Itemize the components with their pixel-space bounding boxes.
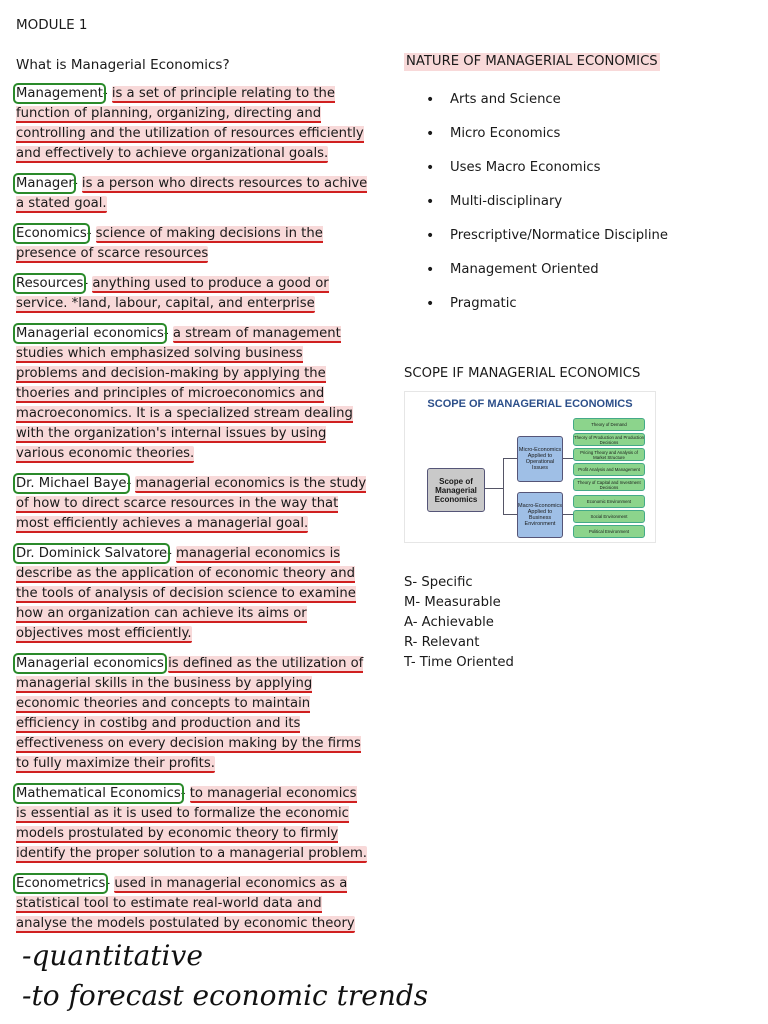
right-column [404, 50, 764, 673]
definition-text: managerial economics is describe as the application of economic theory and the tools of analysis of decision science to examine how an organization can achieve its aims or objectives most efficiently. [16, 546, 356, 641]
definition-separator: - [83, 276, 93, 291]
diagram-micro-item: Theory of Capital and Investment Decisions [573, 478, 645, 491]
definition-term: Dr. Dominick Salvatore [16, 546, 168, 561]
definition-separator: - [163, 326, 173, 341]
definition-text: to managerial economics is essential as it is used to formalize the economic models prostulated by economic theory to firmly identify the proper solution to a managerial problem. [16, 786, 368, 861]
diagram-macro-item: Economic Environment [573, 495, 645, 508]
definition-paragraph [16, 324, 368, 464]
definition-term: Economics [16, 226, 87, 241]
smart-item: T- Time Oriented [404, 655, 514, 670]
definition-text: a stream of management studies which emphasized solving business problems and decision-making by applying the thoeries and principles of microeconomics and macroeconomics. It is a specialized stream dealing with the organization's internal issues by using various economic theories. [16, 326, 353, 461]
definition-paragraph [16, 84, 368, 164]
diagram-micro-box: Micro-Economics Applied to Operational Issues [517, 436, 563, 482]
diagram-macro-item: Social Environment [573, 510, 645, 523]
scope-diagram [404, 391, 656, 543]
definition-text: anything used to produce a good or service. *land, labour, capital, and enterprise [16, 276, 329, 311]
handwritten-line: -to forecast economic trends [22, 979, 429, 1012]
definitions-list [16, 84, 368, 934]
definition-term: Managerial economics [16, 326, 164, 341]
definition-term: Resources [16, 276, 84, 291]
question-heading: What is Managerial Economics? [16, 57, 230, 73]
definition-separator: - [105, 876, 115, 891]
definition-text: managerial economics is the study of how to direct scarce resources in the way that most efficiently achieves a managerial goal. [16, 476, 367, 531]
definition-paragraph [16, 874, 368, 934]
nature-title: NATURE OF MANAGERIAL ECONOMICS [406, 54, 658, 69]
diagram-micro-item: Theory of Demand [573, 418, 645, 431]
nature-item: • Management Oriented [426, 253, 764, 287]
diagram-macro-item: Political Environment [573, 525, 645, 538]
module-title: MODULE 1 [16, 17, 88, 33]
nature-item: • Uses Macro Economics [426, 151, 764, 185]
nature-list [404, 83, 764, 321]
definition-text: is a set of principle relating to the function of planning, organizing, directing and controlling and the utilization of resources efficiently and effectively to achieve organizational goals. [16, 86, 364, 161]
definition-term: Mathematical Economics [16, 786, 181, 801]
diagram-micro-item: Profit Analysis and Management [573, 463, 645, 476]
diagram-connector [503, 458, 504, 514]
definition-paragraph [16, 224, 368, 264]
diagram-micro-item: Theory of Production and Production Decisions [574, 434, 644, 445]
definition-separator: - [72, 176, 82, 191]
definition-paragraph [16, 654, 368, 774]
smart-item: A- Achievable [404, 615, 494, 630]
definition-paragraph [16, 544, 368, 644]
definition-paragraph [16, 784, 368, 864]
scope-title: SCOPE IF MANAGERIAL ECONOMICS [404, 366, 641, 381]
nature-item: • Pragmatic [426, 287, 764, 321]
definition-separator: - [102, 86, 112, 101]
definition-paragraph [16, 174, 368, 214]
smart-item: S- Specific [404, 575, 473, 590]
nature-item: • Prescriptive/Normatice Discipline [426, 219, 764, 253]
definition-text: is defined as the utilization of managerial skills in the business by applying economic theories and concepts to maintain efficiency in costibg and production and its effectiveness on every decision making by the firms to fully maximize their profits. [16, 656, 364, 771]
diagram-connector [503, 458, 517, 459]
diagram-root-box: Scope of Managerial Economics [427, 468, 485, 512]
smart-item: R- Relevant [404, 635, 480, 650]
definition-separator: - [167, 546, 177, 561]
nature-item: • Multi-disciplinary [426, 185, 764, 219]
left-column [16, 16, 368, 944]
definition-text: science of making decisions in the presence of scarce resources [16, 226, 323, 261]
diagram-connector [483, 488, 503, 489]
definition-text: is a person who directs resources to achive a stated goal. [16, 176, 368, 211]
diagram-micro-item: Pricing Theory and Analysis of Market Structure [573, 448, 645, 461]
definition-separator: - [126, 476, 136, 491]
definition-separator: - [86, 226, 96, 241]
diagram-macro-box: Macro-Economics Applied to Business Environment [517, 492, 563, 538]
definition-term: Managerial economics [16, 656, 164, 671]
definition-paragraph [16, 274, 368, 314]
definition-text: used in managerial economics as a statistical tool to estimate real-world data and analyse the models postulated by economic theory [16, 876, 355, 931]
definition-term: Econometrics [16, 876, 106, 891]
definition-separator: - [180, 786, 190, 801]
diagram-connector [503, 514, 517, 515]
handwritten-notes [22, 936, 752, 1016]
smart-item: M- Measurable [404, 595, 501, 610]
diagram-title: SCOPE OF MANAGERIAL ECONOMICS [427, 398, 633, 410]
handwritten-line: -quantitative [22, 939, 203, 972]
nature-item: • Micro Economics [426, 117, 764, 151]
definition-paragraph [16, 474, 368, 534]
definition-term: Manager [16, 176, 73, 191]
definition-term: Management [16, 86, 103, 101]
nature-item: • Arts and Science [426, 83, 764, 117]
definition-term: Dr. Michael Baye [16, 476, 127, 491]
smart-list [404, 573, 764, 673]
